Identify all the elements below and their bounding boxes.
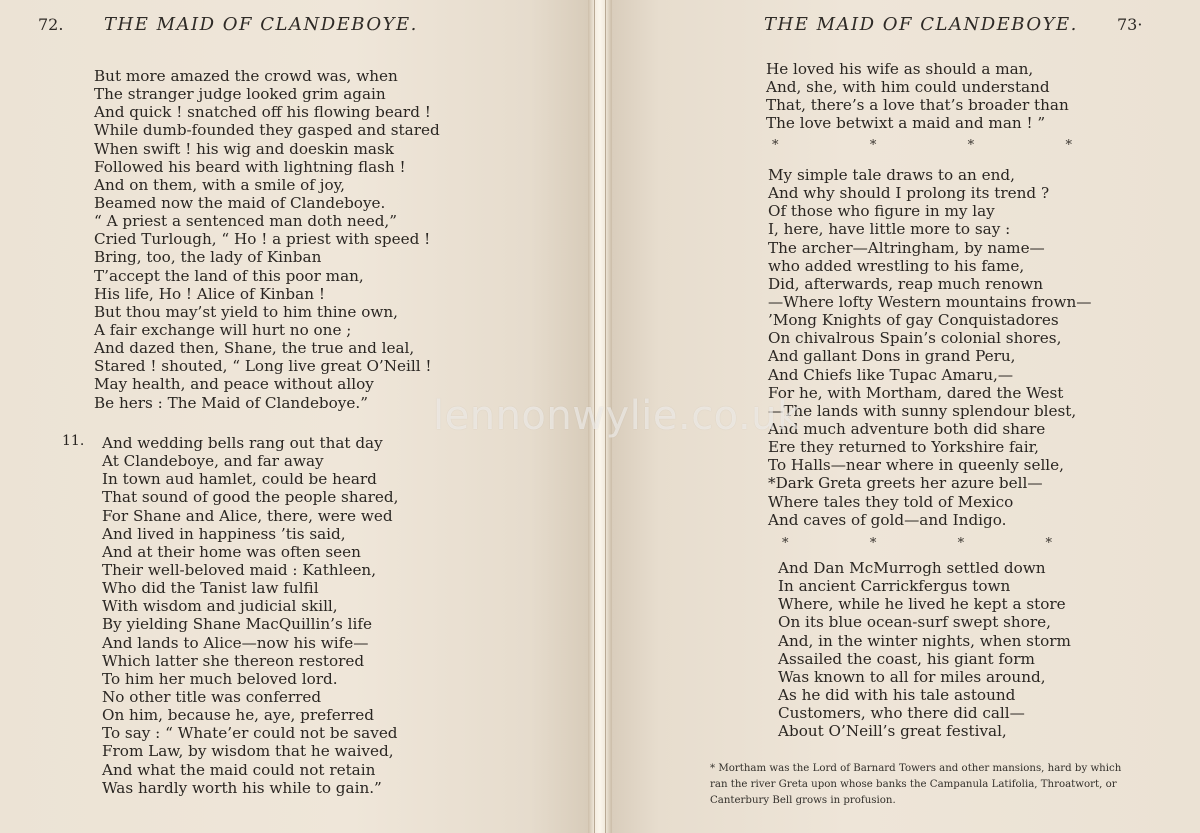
verse-line: When swift ! his wig and doeskin mask [94, 139, 394, 158]
separator-star: * [869, 536, 877, 551]
separator-star: * [1045, 536, 1052, 551]
verse-line: And why should I prolong its trend ? [768, 184, 1050, 203]
verse-line: Followed his beard with lightning flash ! [94, 157, 406, 176]
verse-line: Cried Turlough, “ Ho ! a priest with speed ! [94, 230, 431, 249]
separator-star: * [772, 138, 779, 153]
verse-line: From Law, by wisdom that he waived, [102, 742, 394, 761]
verse-line: And on them, with a smile of joy, [94, 175, 345, 194]
verse-line: Customers, who there did call— [778, 704, 1025, 723]
verse-line: The stranger judge looked grim again [94, 85, 386, 104]
verse-line: For Shane and Alice, there, were wed [102, 506, 393, 525]
verse-line: *Dark Greta greets her azure bell— [768, 474, 1043, 493]
footnote-line: Canterbury Bell grows in profusion. [710, 795, 896, 806]
verse-line: As he did with his tale astound [778, 685, 1016, 704]
verse-line: And gallant Dons in grand Peru, [768, 347, 1016, 366]
verse-line: Their well-beloved maid : Kathleen, [102, 560, 377, 579]
verse-line: While dumb-founded they gasped and stared [94, 121, 440, 140]
left-verse-stanza-b [102, 434, 398, 797]
separator-star: * [1065, 138, 1072, 153]
verse-line: Which latter she thereon restored [102, 651, 365, 670]
verse-line: No other title was conferred [102, 687, 322, 706]
verse-line: Was hardly worth his while to gain.” [102, 778, 382, 797]
verse-line: His life, Ho ! Alice of Kinban ! [94, 284, 325, 303]
verse-line: Assailed the coast, his giant form [778, 649, 1035, 668]
right-running-head: THE MAID OF CLANDEBOYE. [764, 14, 1078, 35]
verse-line: At Clandeboye, and far away [102, 452, 324, 471]
verse-line: And dazed then, Shane, the true and leal, [94, 339, 415, 358]
footnote [710, 761, 1170, 809]
verse-line: For he, with Mortham, dared the West [768, 383, 1064, 402]
verse-line: And what the maid could not retain [102, 760, 376, 779]
verse-line: And wedding bells rang out that day [102, 434, 383, 452]
verse-line: But more amazed the crowd was, when [94, 67, 398, 85]
verse-line: May health, and peace without alloy [94, 375, 374, 394]
right-verse-stanza-a [766, 60, 1069, 133]
watermark: lennonwylie.co.uk [433, 393, 801, 439]
verse-line: who added wrestling to his fame, [768, 256, 1025, 275]
verse-line: On chivalrous Spain’s colonial shores, [768, 329, 1062, 348]
verse-line: And lands to Alice—now his wife— [102, 633, 369, 652]
left-running-head: THE MAID OF CLANDEBOYE. [104, 14, 418, 35]
left-verse-stanza-a [94, 67, 440, 412]
separator-star: * [957, 536, 965, 551]
footnote-line: * Mortham was the Lord of Barnard Towers and other mansions, hard by which [710, 763, 1122, 774]
verse-line: Beamed now the maid of Clandeboye. [94, 193, 386, 212]
verse-line: To say : “ Whate’er could not be saved [102, 724, 398, 743]
right-verse-stanza-b [768, 166, 1091, 529]
verse-line: Where, while he lived he kept a store [778, 595, 1066, 614]
verse-line: ’Mong Knights of gay Conquistadores [768, 311, 1059, 330]
verse-line: In town aud hamlet, could be heard [102, 470, 377, 489]
verse-line: T’accept the land of this poor man, [94, 266, 364, 285]
verse-line: To him her much beloved lord. [102, 669, 338, 688]
verse-line: And at their home was often seen [102, 542, 361, 561]
verse-line: And, in the winter nights, when storm [778, 631, 1071, 650]
verse-line: By yielding Shane MacQuillin’s life [102, 615, 372, 634]
verse-line: On its blue ocean-surf swept shore, [778, 613, 1051, 632]
verse-line: The archer—Altringham, by name— [768, 238, 1045, 257]
left-page-number: 72. [38, 15, 64, 34]
verse-line: And caves of gold—and Indigo. [768, 510, 1007, 529]
verse-line: In ancient Carrickfergus town [778, 577, 1011, 596]
verse-line: And Dan McMurrogh settled down [778, 559, 1046, 577]
verse-line: My simple tale draws to an end, [768, 166, 1015, 184]
verse-line: About O’Neill’s great festival, [778, 722, 1007, 741]
right-verse-stanza-c [778, 559, 1071, 740]
verse-line: That sound of good the people shared, [102, 488, 399, 507]
verse-line: Bring, too, the lady of Kinban [94, 248, 322, 267]
verse-line: To Halls—near where in queenly selle, [768, 456, 1064, 475]
separator-star: * [869, 138, 877, 153]
verse-line: Stared ! shouted, “ Long live great O’Neill ! [94, 357, 432, 376]
verse-line: That, there’s a love that’s broader than [766, 96, 1069, 115]
verse-line: With wisdom and judicial skill, [102, 597, 338, 616]
verse-line: Was known to all for miles around, [778, 667, 1046, 686]
verse-line: Ere they returned to Yorkshire fair, [768, 438, 1039, 457]
verse-line: Where tales they told of Mexico [768, 492, 1014, 511]
verse-line: And quick ! snatched off his flowing beard ! [94, 103, 431, 122]
separator-star: * [782, 536, 789, 551]
verse-line: On him, because he, aye, preferred [102, 706, 374, 725]
footnote-line: ran the river Greta upon whose banks the Campanula Latifolia, Throatwort, or [710, 779, 1117, 790]
verse-line: A fair exchange will hurt no one ; [94, 320, 352, 339]
verse-line: Did, afterwards, reap much renown [768, 274, 1044, 293]
verse-line: And Chiefs like Tupac Amaru,— [768, 365, 1014, 384]
verse-line: Of those who figure in my lay [768, 202, 995, 221]
verse-line: He loved his wife as should a man, [766, 60, 1034, 78]
verse-line: —The lands with sunny splendour blest, [768, 401, 1077, 420]
verse-line: And much adventure both did share [768, 419, 1046, 438]
verse-line: And, she, with him could understand [766, 78, 1050, 97]
separator-star: * [967, 138, 975, 153]
verse-line: Who did the Tanist law fulfil [102, 579, 319, 598]
verse-line: And lived in happiness ’tis said, [102, 524, 346, 543]
verse-line: “ A priest a sentenced man doth need,” [94, 212, 398, 231]
asterisk-separator [772, 138, 1072, 153]
verse-line: Be hers : The Maid of Clandeboye.” [94, 393, 368, 412]
verse-line: —Where lofty Western mountains frown— [768, 292, 1092, 311]
verse-line: I, here, have little more to say : [768, 220, 1011, 239]
asterisk-separator [782, 536, 1052, 551]
verse-line: The love betwixt a maid and man ! ” [766, 114, 1046, 133]
right-page-number: 73· [1117, 15, 1143, 34]
stanza-number: 11. [62, 433, 85, 449]
verse-line: But thou may’st yield to him thine own, [94, 302, 398, 321]
